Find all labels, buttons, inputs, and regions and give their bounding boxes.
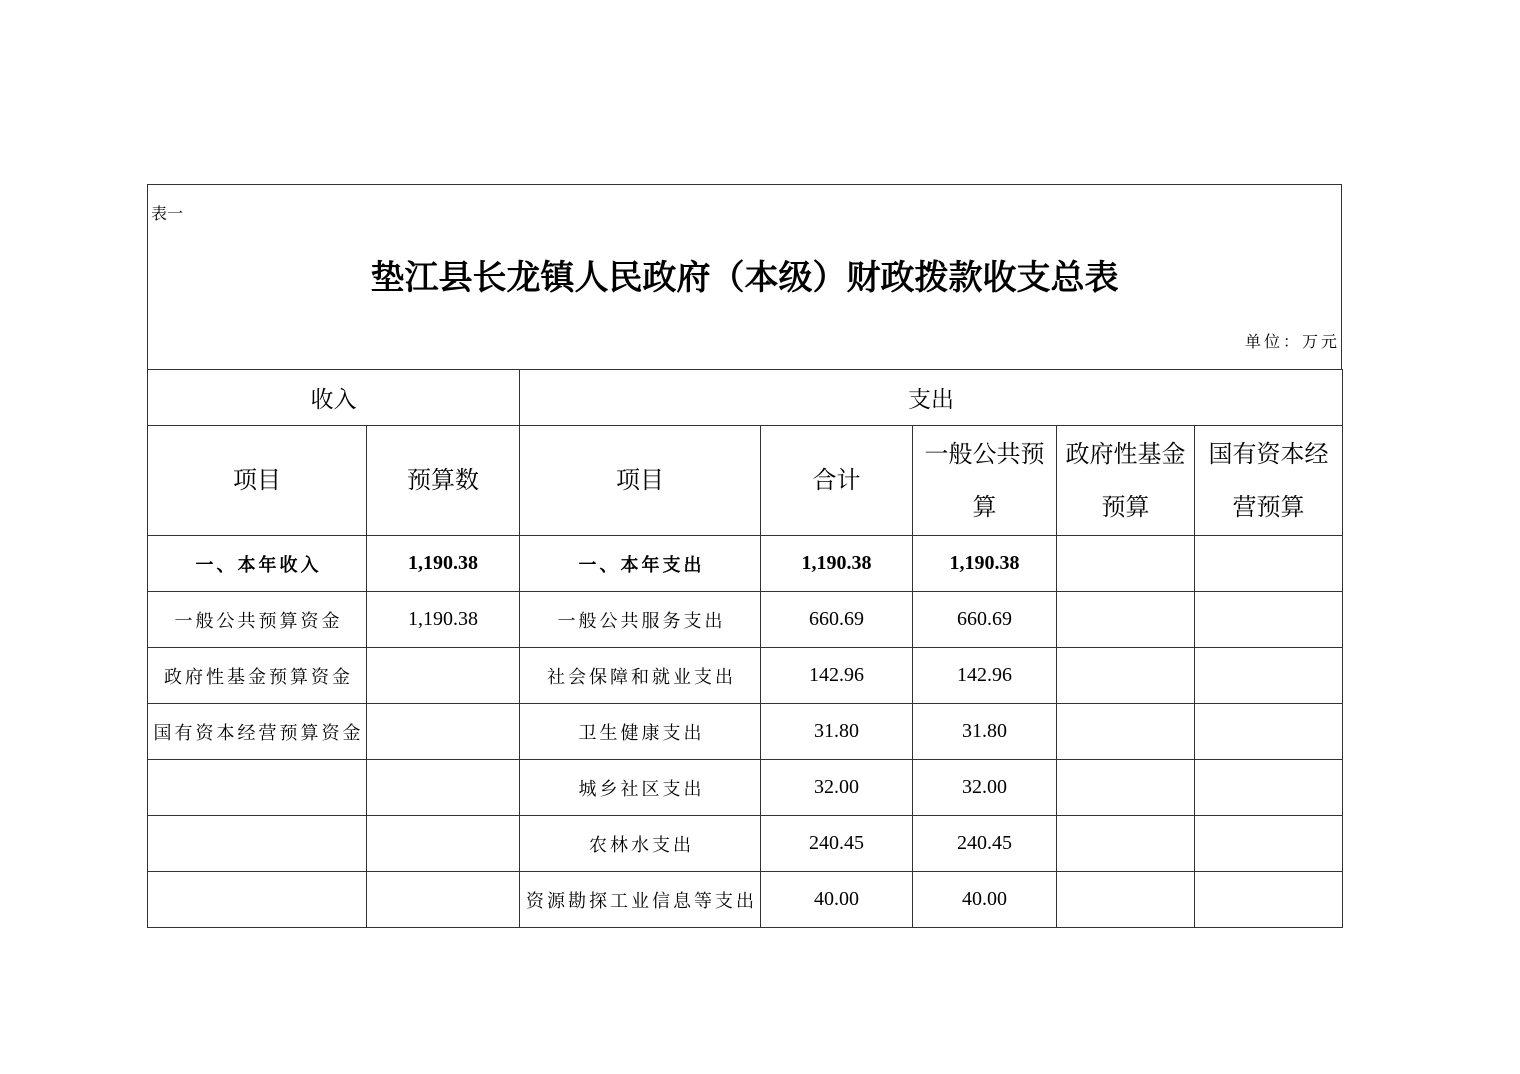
cell-income-item: 国有资本经营预算资金 [148,704,367,760]
cell-general-budget: 32.00 [913,760,1057,816]
group-header-income: 收入 [148,370,520,426]
cell-state-capital-budget [1195,536,1343,592]
table-row [148,872,1343,928]
column-header-row [148,426,1343,536]
cell-income-item: 一般公共预算资金 [148,592,367,648]
cell-income-budget [367,872,520,928]
cell-total: 240.45 [761,816,913,872]
cell-total: 142.96 [761,648,913,704]
cell-expense-item: 城乡社区支出 [520,760,761,816]
cell-income-budget: 1,190.38 [367,592,520,648]
column-header-general-budget: 一般公共预算 [913,426,1057,536]
table-row [148,536,1343,592]
document-title: 垫江县长龙镇人民政府（本级）财政拨款收支总表 [370,258,1119,298]
table-row [148,648,1343,704]
cell-total: 32.00 [761,760,913,816]
group-header-row [148,370,1343,426]
cell-state-capital-budget [1195,872,1343,928]
cell-general-budget: 1,190.38 [913,536,1057,592]
group-header-expense: 支出 [520,370,1343,426]
cell-income-item [148,872,367,928]
budget-sheet [147,184,1342,928]
table-row [148,760,1343,816]
cell-income-budget [367,704,520,760]
cell-total: 660.69 [761,592,913,648]
table-row [148,592,1343,648]
cell-expense-item: 资源勘探工业信息等支出 [520,872,761,928]
column-header-income-item: 项目 [148,426,367,536]
cell-total: 40.00 [761,872,913,928]
cell-income-budget: 1,190.38 [367,536,520,592]
cell-gov-fund-budget [1057,816,1195,872]
cell-total: 1,190.38 [761,536,913,592]
budget-table [147,369,1343,928]
cell-state-capital-budget [1195,648,1343,704]
cell-income-item: 一、本年收入 [148,536,367,592]
cell-state-capital-budget [1195,816,1343,872]
cell-gov-fund-budget [1057,760,1195,816]
column-header-income-budget: 预算数 [367,426,520,536]
column-header-gov-fund-budget: 政府性基金预算 [1057,426,1195,536]
cell-state-capital-budget [1195,592,1343,648]
sheet-header [147,184,1342,369]
cell-income-item: 政府性基金预算资金 [148,648,367,704]
cell-income-budget [367,760,520,816]
cell-general-budget: 240.45 [913,816,1057,872]
cell-gov-fund-budget [1057,704,1195,760]
column-header-state-capital-budget: 国有资本经营预算 [1195,426,1343,536]
cell-general-budget: 31.80 [913,704,1057,760]
cell-total: 31.80 [761,704,913,760]
cell-income-item [148,816,367,872]
cell-state-capital-budget [1195,704,1343,760]
cell-expense-item: 一、本年支出 [520,536,761,592]
unit-label: 单位：万元 [1244,332,1340,351]
cell-gov-fund-budget [1057,536,1195,592]
cell-income-budget [367,816,520,872]
column-header-expense-item: 项目 [520,426,761,536]
cell-general-budget: 40.00 [913,872,1057,928]
cell-state-capital-budget [1195,760,1343,816]
cell-general-budget: 142.96 [913,648,1057,704]
cell-gov-fund-budget [1057,648,1195,704]
cell-general-budget: 660.69 [913,592,1057,648]
column-header-total: 合计 [761,426,913,536]
cell-expense-item: 农林水支出 [520,816,761,872]
cell-income-item [148,760,367,816]
table-number: 表一 [151,204,184,223]
cell-expense-item: 社会保障和就业支出 [520,648,761,704]
table-row [148,704,1343,760]
cell-expense-item: 卫生健康支出 [520,704,761,760]
cell-expense-item: 一般公共服务支出 [520,592,761,648]
cell-gov-fund-budget [1057,872,1195,928]
table-row [148,816,1343,872]
cell-income-budget [367,648,520,704]
cell-gov-fund-budget [1057,592,1195,648]
